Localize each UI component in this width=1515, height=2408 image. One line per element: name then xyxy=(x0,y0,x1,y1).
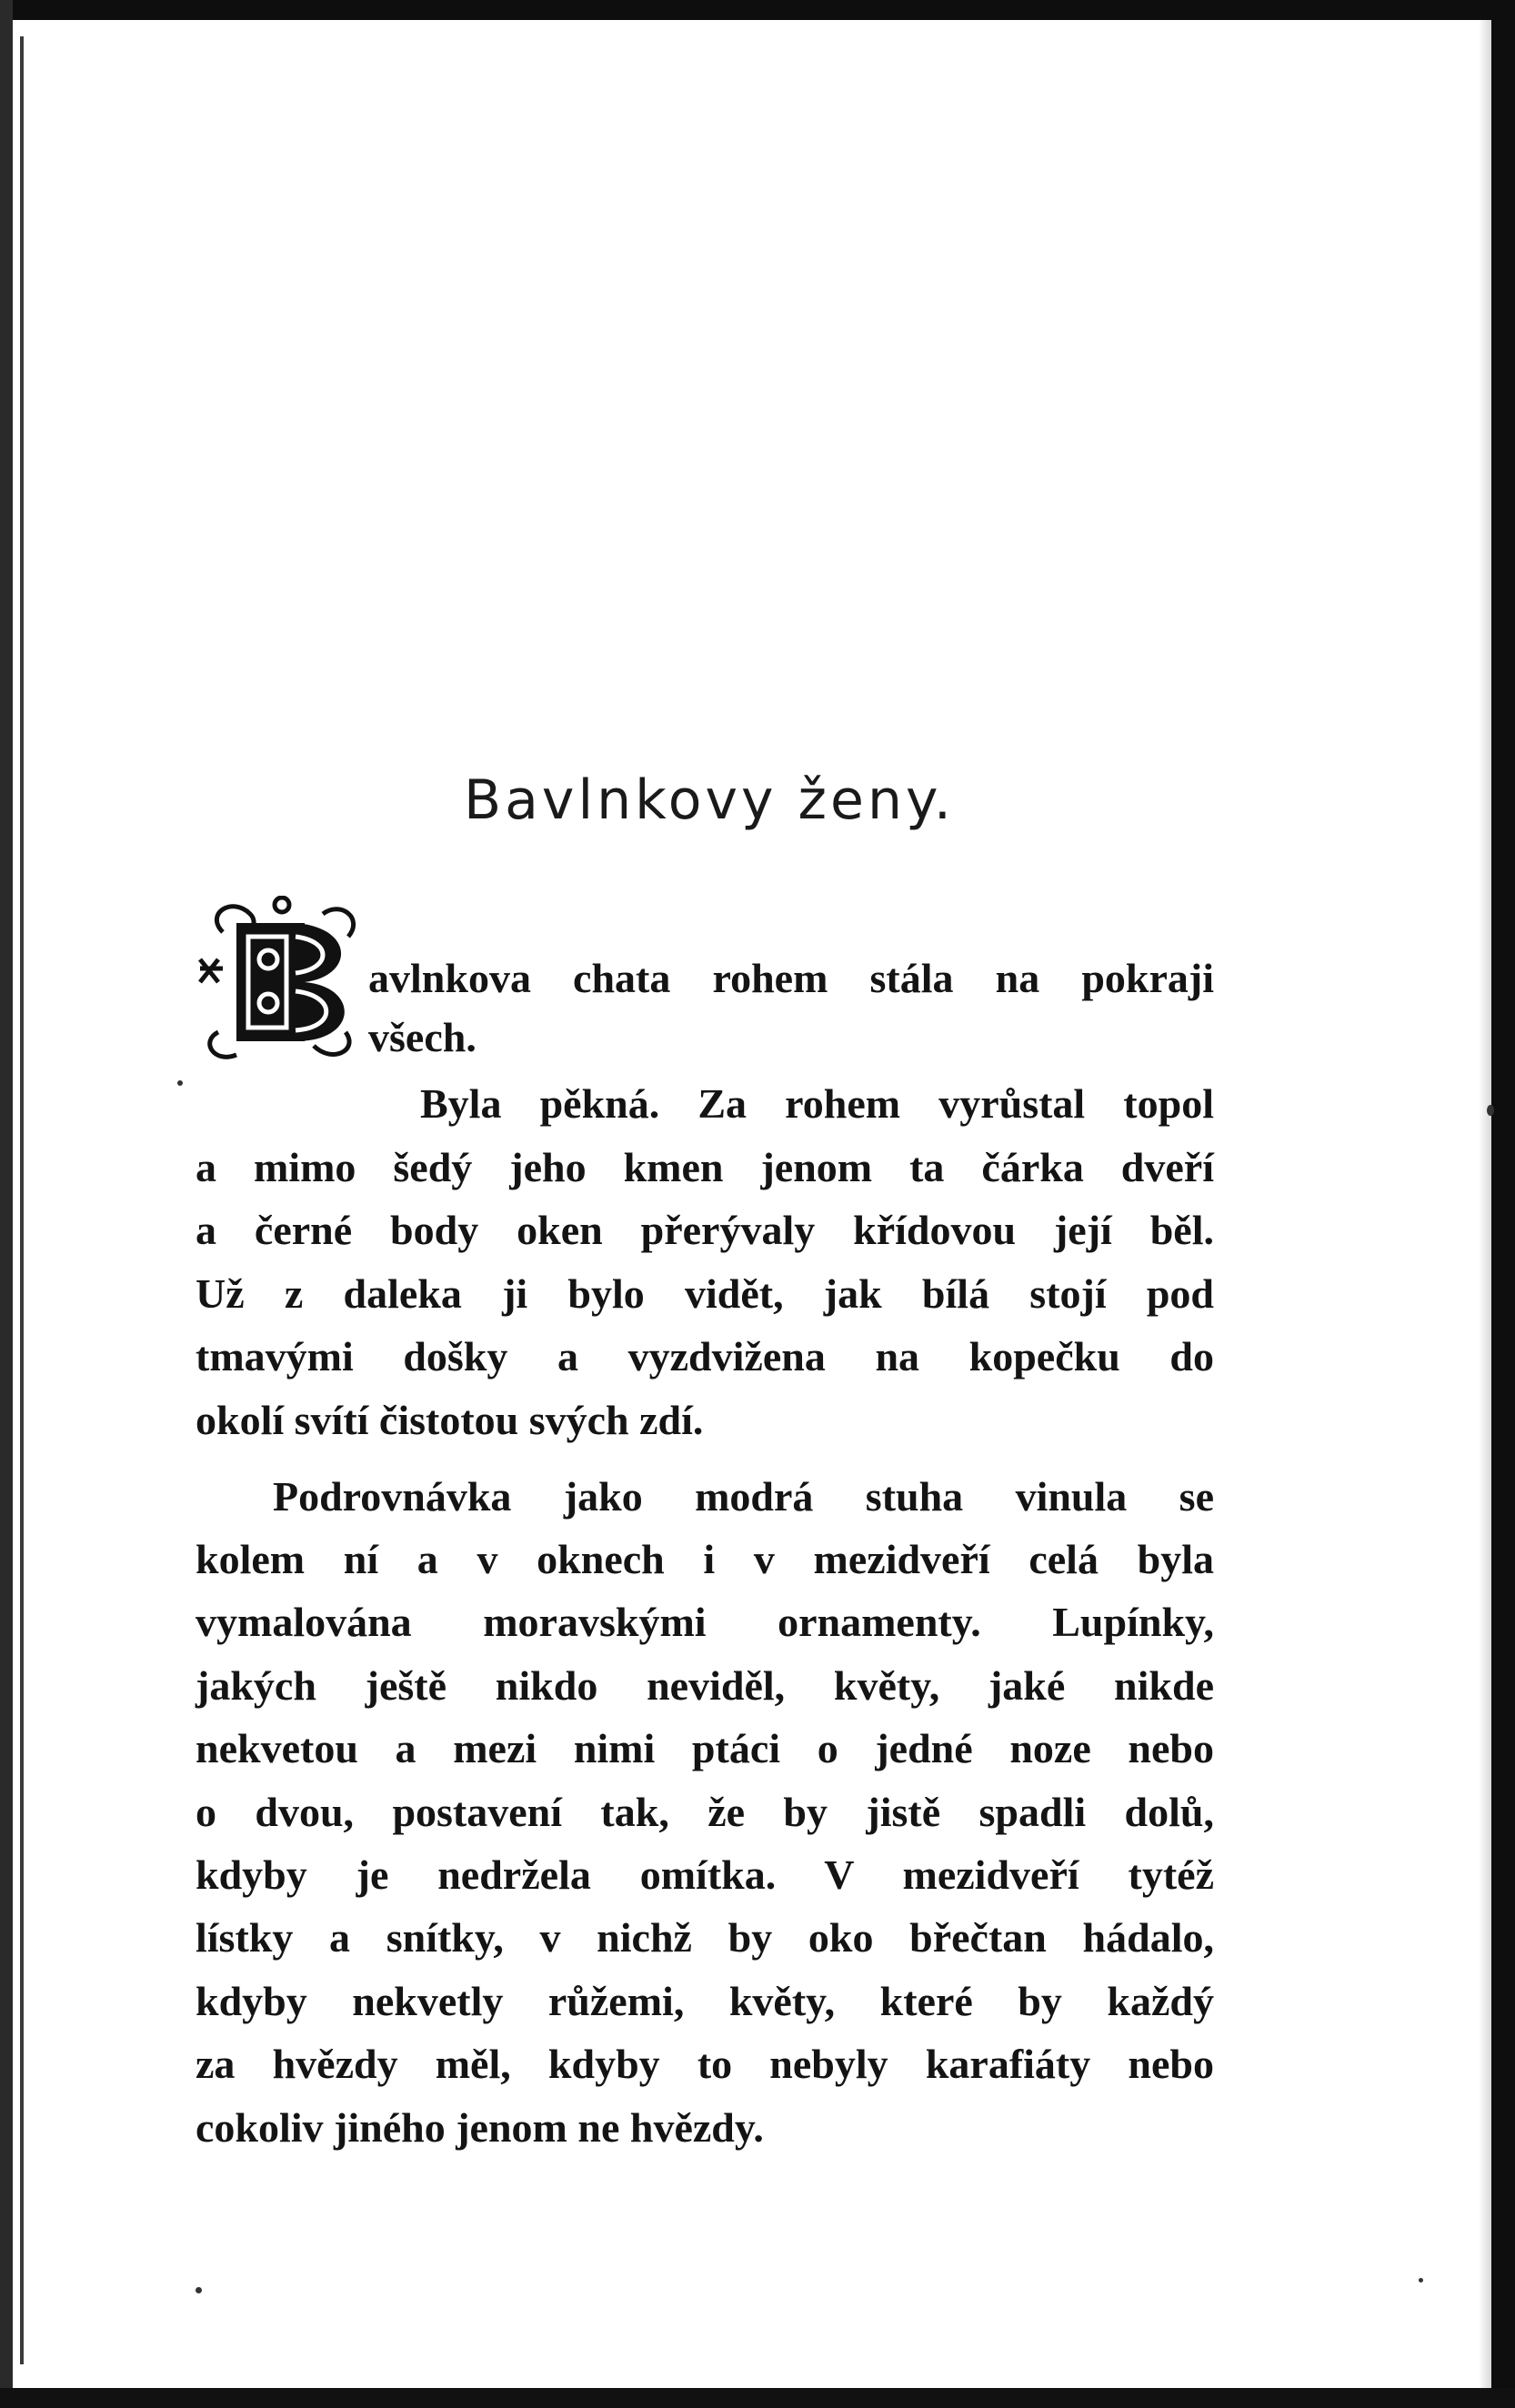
text-line: tmavými došky a vyzdvižena na kopečku do xyxy=(196,1333,1214,1380)
scan-border-bottom xyxy=(0,2388,1515,2408)
text-line: nekvetou a mezi nimi ptáci o jedné noze nebo xyxy=(196,1725,1214,1771)
book-spine-edge xyxy=(20,36,24,2364)
chapter-title: Bavlnkovy ženy. xyxy=(464,768,955,832)
text-line: Byla pěkná. Za rohem vyrůstal topol xyxy=(420,1080,1214,1127)
text-line: Podrovnávka jako modrá stuha vinula se xyxy=(273,1473,1214,1520)
text-line: okolí svítí čistotou svých zdí. xyxy=(196,1397,704,1443)
scan-border-left xyxy=(0,0,13,2408)
scan-speck xyxy=(1487,1105,1494,1116)
text-line: kolem ní a v oknech i v mezidveří celá byla xyxy=(196,1536,1214,1582)
text-line: a černé body oken přerývaly křídovou její běl. xyxy=(196,1207,1214,1253)
text-line: cokoliv jiného jenom ne hvězdy. xyxy=(196,2104,764,2151)
scan-speck xyxy=(1419,2278,1423,2283)
scan-border-right xyxy=(1491,0,1515,2408)
text-line: všech. xyxy=(368,1014,477,1060)
text-line: Už z daleka ji bylo vidět, jak bílá stojí pod xyxy=(196,1270,1214,1317)
text-line: lístky a snítky, v nichž by oko břečtan hádalo, xyxy=(196,1914,1214,1961)
ornamental-drop-cap xyxy=(196,896,368,1078)
scan-border-top xyxy=(0,0,1515,20)
text-line: jakých ještě nikdo neviděl, květy, jaké nikde xyxy=(196,1662,1214,1709)
text-line: avlnkova chata rohem stála na pokraji xyxy=(368,955,1214,1001)
text-line: za hvězdy měl, kdyby to nebyly karafiáty nebo xyxy=(196,2041,1214,2087)
text-line: kdyby nekvetly růžemi, květy, které by každý xyxy=(196,1978,1214,2024)
scan-speck xyxy=(196,2287,202,2293)
text-line: vymalována moravskými ornamenty. Lupínky, xyxy=(196,1599,1214,1645)
drop-cap-ornament-icon xyxy=(196,896,368,1078)
page-edge-shadow xyxy=(1479,20,1491,2388)
text-line: a mimo šedý jeho kmen jenom ta čárka dveří xyxy=(196,1144,1214,1190)
scan-speck xyxy=(177,1080,183,1086)
text-line: o dvou, postavení tak, že by jistě spadli dolů, xyxy=(196,1789,1214,1835)
text-line: kdyby je nedržela omítka. V mezidveří tytéž xyxy=(196,1851,1214,1898)
